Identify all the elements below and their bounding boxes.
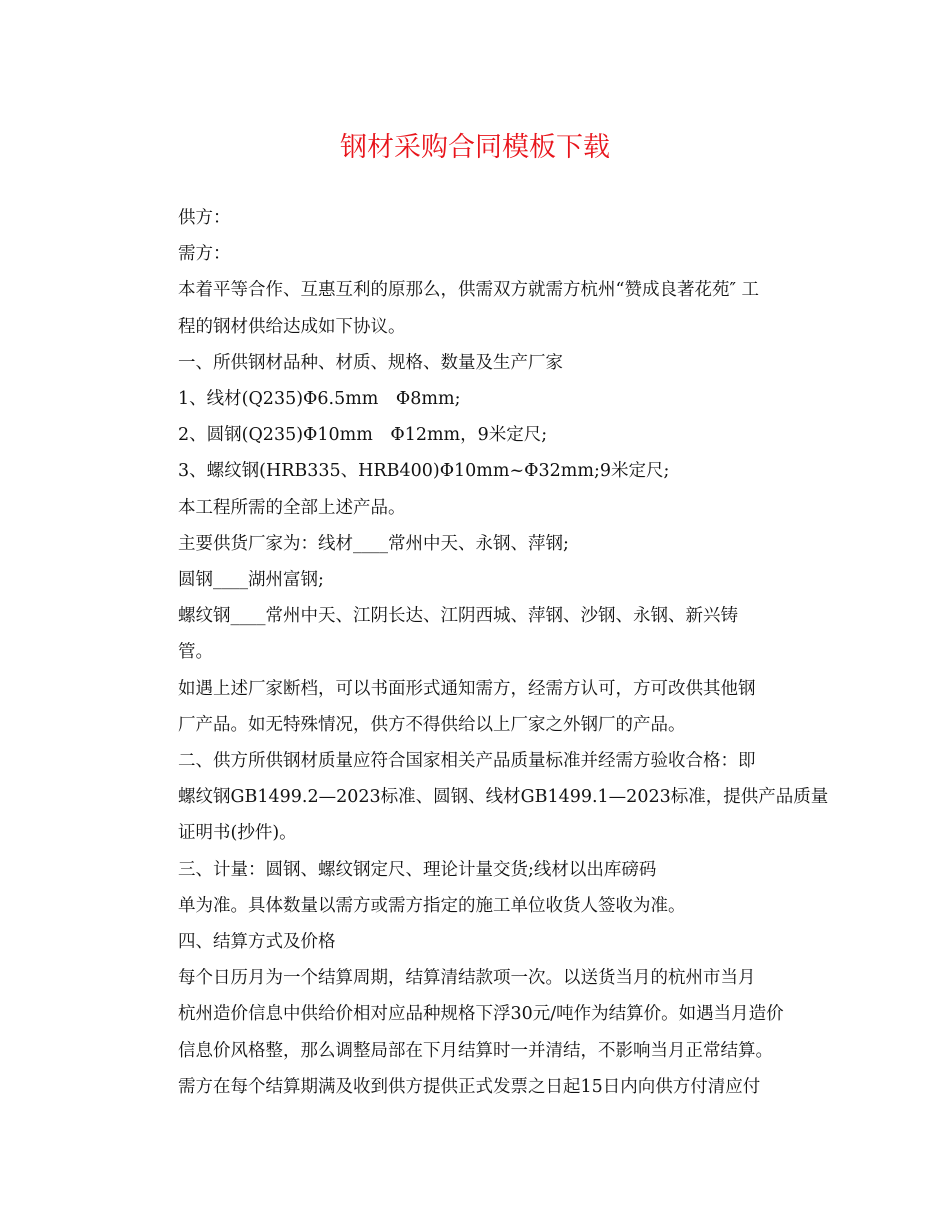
paragraph-line: 2、圆钢(Q235)Φ10mm Φ12mm，9米定尺; — [178, 425, 548, 446]
paragraph-line: 信息价风格整，那么调整局部在下月结算时一并清结，不影响当月正常结算。 — [178, 1040, 773, 1061]
paragraph — [143, 453, 807, 489]
paragraph — [143, 562, 807, 598]
paragraph-line: 如遇上述厂家断档，可以书面形式通知需方，经需方认可，方可改供其他钢 — [178, 678, 756, 699]
paragraph-line: 四、结算方式及价格 — [178, 932, 336, 953]
document-title: 钢材采购合同模板下载 — [340, 132, 610, 163]
paragraph-line: 每个日历月为一个结算周期，结算清结款项一次。以送货当月的杭州市当月 — [178, 968, 756, 989]
paragraph — [143, 200, 807, 236]
paragraph — [143, 490, 807, 526]
paragraph-line: 程的钢材供给达成如下协议。 — [178, 316, 406, 337]
paragraph — [143, 852, 807, 888]
paragraph-line: 需方在每个结算期满及收到供方提供正式发票之日起15日内向供方付清应付 — [178, 1076, 761, 1097]
paragraph — [143, 960, 807, 1069]
paragraph — [143, 236, 807, 272]
paragraph — [143, 743, 829, 852]
paragraph-line: 主要供货厂家为：线材____常州中天、永钢、萍钢; — [178, 533, 569, 554]
paragraph — [143, 345, 807, 381]
paragraph-line: 杭州造价信息中供给价相对应品种规格下浮30元/吨作为结算价。如遇当月造价 — [178, 1004, 784, 1025]
paragraph-line: 厂产品。如无特殊情况，供方不得供给以上厂家之外钢厂的产品。 — [178, 714, 686, 735]
paragraph-line: 单为准。具体数量以需方或需方指定的施工单位收货人签收为准。 — [178, 895, 686, 916]
paragraph-line: 3、螺纹钢(HRB335、HRB400)Φ10mm~Φ32mm;9米定尺; — [178, 461, 670, 482]
document-body — [143, 200, 829, 1105]
paragraph — [143, 381, 807, 417]
paragraph-line: 1、线材(Q235)Φ6.5mm Φ8mm; — [178, 389, 461, 410]
paragraph-line: 供方： — [178, 208, 231, 228]
paragraph-line: 螺纹钢GB1499.2—2023标准、圆钢、线材GB1499.1—2023标准，提供产品质量 — [178, 787, 829, 808]
paragraph — [143, 671, 807, 743]
paragraph — [143, 417, 807, 453]
paragraph — [143, 888, 807, 924]
paragraph — [143, 924, 807, 960]
paragraph-line: 证明书(抄件)。 — [178, 823, 297, 844]
paragraph-line: 三、计量：圆钢、螺纹钢定尺、理论计量交货;线材以出库磅码 — [178, 859, 657, 880]
paragraph-line: 本工程所需的全部上述产品。 — [178, 497, 406, 518]
paragraph-line: 本着平等合作、互惠互利的原那么，供需双方就需方杭州“赞成良著花苑″ 工 — [178, 280, 760, 301]
paragraph-line: 螺纹钢____常州中天、江阴长达、江阴西城、萍钢、沙钢、永钢、新兴铸 — [178, 606, 738, 627]
paragraph-line: 一、所供钢材品种、材质、规格、数量及生产厂家 — [178, 352, 563, 373]
paragraph-line: 圆钢____湖州富钢; — [178, 570, 324, 591]
paragraph — [143, 272, 807, 344]
paragraph — [143, 1069, 807, 1105]
paragraph-line: 管。 — [178, 642, 213, 663]
paragraph — [143, 526, 807, 562]
paragraph-line: 需方： — [178, 244, 231, 265]
paragraph — [143, 598, 807, 670]
paragraph-line: 二、供方所供钢材质量应符合国家相关产品质量标准并经需方验收合格：即 — [178, 751, 756, 772]
